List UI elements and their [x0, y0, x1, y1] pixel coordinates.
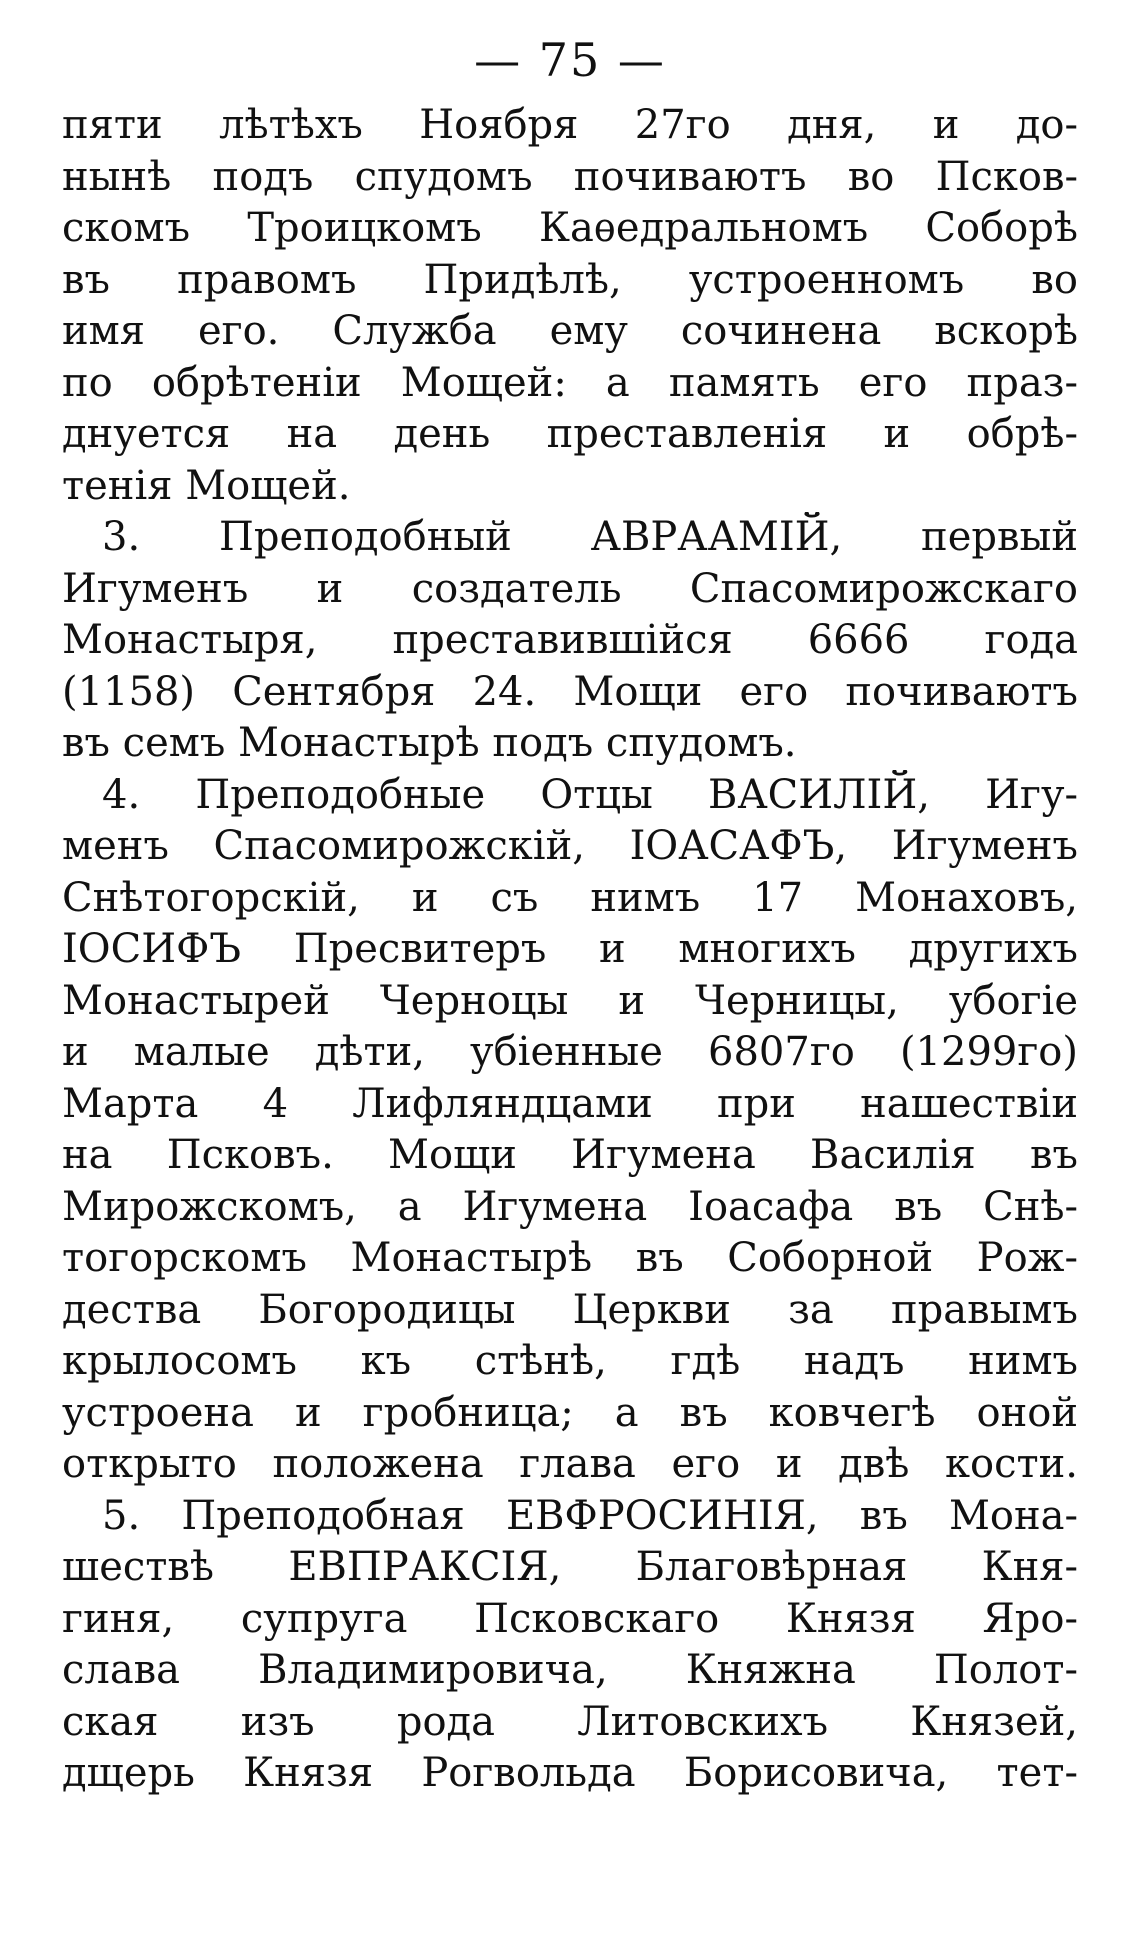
- text-line: имя его. Служба ему сочинена вскорѣ: [62, 308, 1078, 354]
- text-line: устроена и гробница; а въ ковчегѣ оной: [62, 1389, 1078, 1436]
- text-line: открыто положена глава его и двѣ кости.: [62, 1441, 1078, 1487]
- text-line: пяти лѣтѣхъ Ноября 27го дня, и до-: [62, 102, 1078, 148]
- text-line: менъ Спасомирожскій, ІОАСАФЪ, Игуменъ: [62, 823, 1078, 869]
- text-line: слава Владимировича, Княжна Полот-: [62, 1647, 1078, 1693]
- text-line: ская изъ рода Литовскихъ Князей,: [62, 1698, 1078, 1745]
- text-line: тенія Мощей.: [62, 462, 351, 509]
- text-line: въ правомъ Придѣлѣ, устроенномъ во: [62, 256, 1078, 303]
- text-line: дества Богородицы Церкви за правымъ: [62, 1286, 1078, 1333]
- text-line: крылосомъ къ стѣнѣ, гдѣ надъ нимъ: [62, 1338, 1078, 1384]
- text-line: Монастырей Черноцы и Черницы, убогіе: [62, 977, 1078, 1024]
- text-line: и малые дѣти, убіенные 6807го (1299го): [62, 1029, 1078, 1075]
- text-line: Марта 4 Лифляндцами при нашествіи: [62, 1080, 1078, 1127]
- text-line: (1158) Сентября 24. Мощи его почиваютъ: [62, 668, 1078, 715]
- text-line: въ семъ Монастырѣ подъ спудомъ.: [62, 720, 797, 766]
- text-line: Игуменъ и создатель Спасомирожскаго: [62, 565, 1078, 612]
- text-line: Монастыря, преставившійся 6666 года: [62, 617, 1078, 663]
- text-line: 4. Преподобные Отцы ВАСИЛІЙ, Игу-: [102, 771, 1078, 818]
- text-line: днуется на день преставленія и обрѣ-: [62, 411, 1078, 457]
- text-line: гиня, супруга Псковскаго Князя Яро-: [62, 1595, 1078, 1642]
- text-line: скомъ Троицкомъ Каѳедральномъ Соборѣ: [62, 205, 1078, 251]
- text-line: 3. Преподобный АВРААМІЙ, первый: [102, 514, 1078, 560]
- page-number: — 75 —: [474, 33, 666, 87]
- text-line: шествѣ ЕВПРАКСІЯ, Благовѣрная Кня-: [62, 1544, 1078, 1590]
- text-line: дщерь Князя Рогвольда Борисовича, тет-: [62, 1750, 1078, 1796]
- text-line: 5. Преподобная ЕВФРОСИНІЯ, въ Мона-: [102, 1492, 1078, 1539]
- text-line: нынѣ подъ спудомъ почиваютъ во Псков-: [62, 153, 1078, 200]
- text-line: на Псковъ. Мощи Игумена Василія въ: [62, 1132, 1078, 1178]
- body-text: [62, 100, 1078, 1800]
- text-line: Снѣтогорскій, и съ нимъ 17 Монаховъ,: [62, 874, 1078, 921]
- text-line: тогорскомъ Монастырѣ въ Соборной Рож-: [62, 1235, 1078, 1281]
- text-line: ІОСИФЪ Пресвитеръ и многихъ другихъ: [62, 926, 1078, 972]
- text-line: Мирожскомъ, а Игумена Іоасафа въ Снѣ-: [62, 1183, 1078, 1230]
- text-line: по обрѣтеніи Мощей: а память его праз-: [62, 359, 1078, 406]
